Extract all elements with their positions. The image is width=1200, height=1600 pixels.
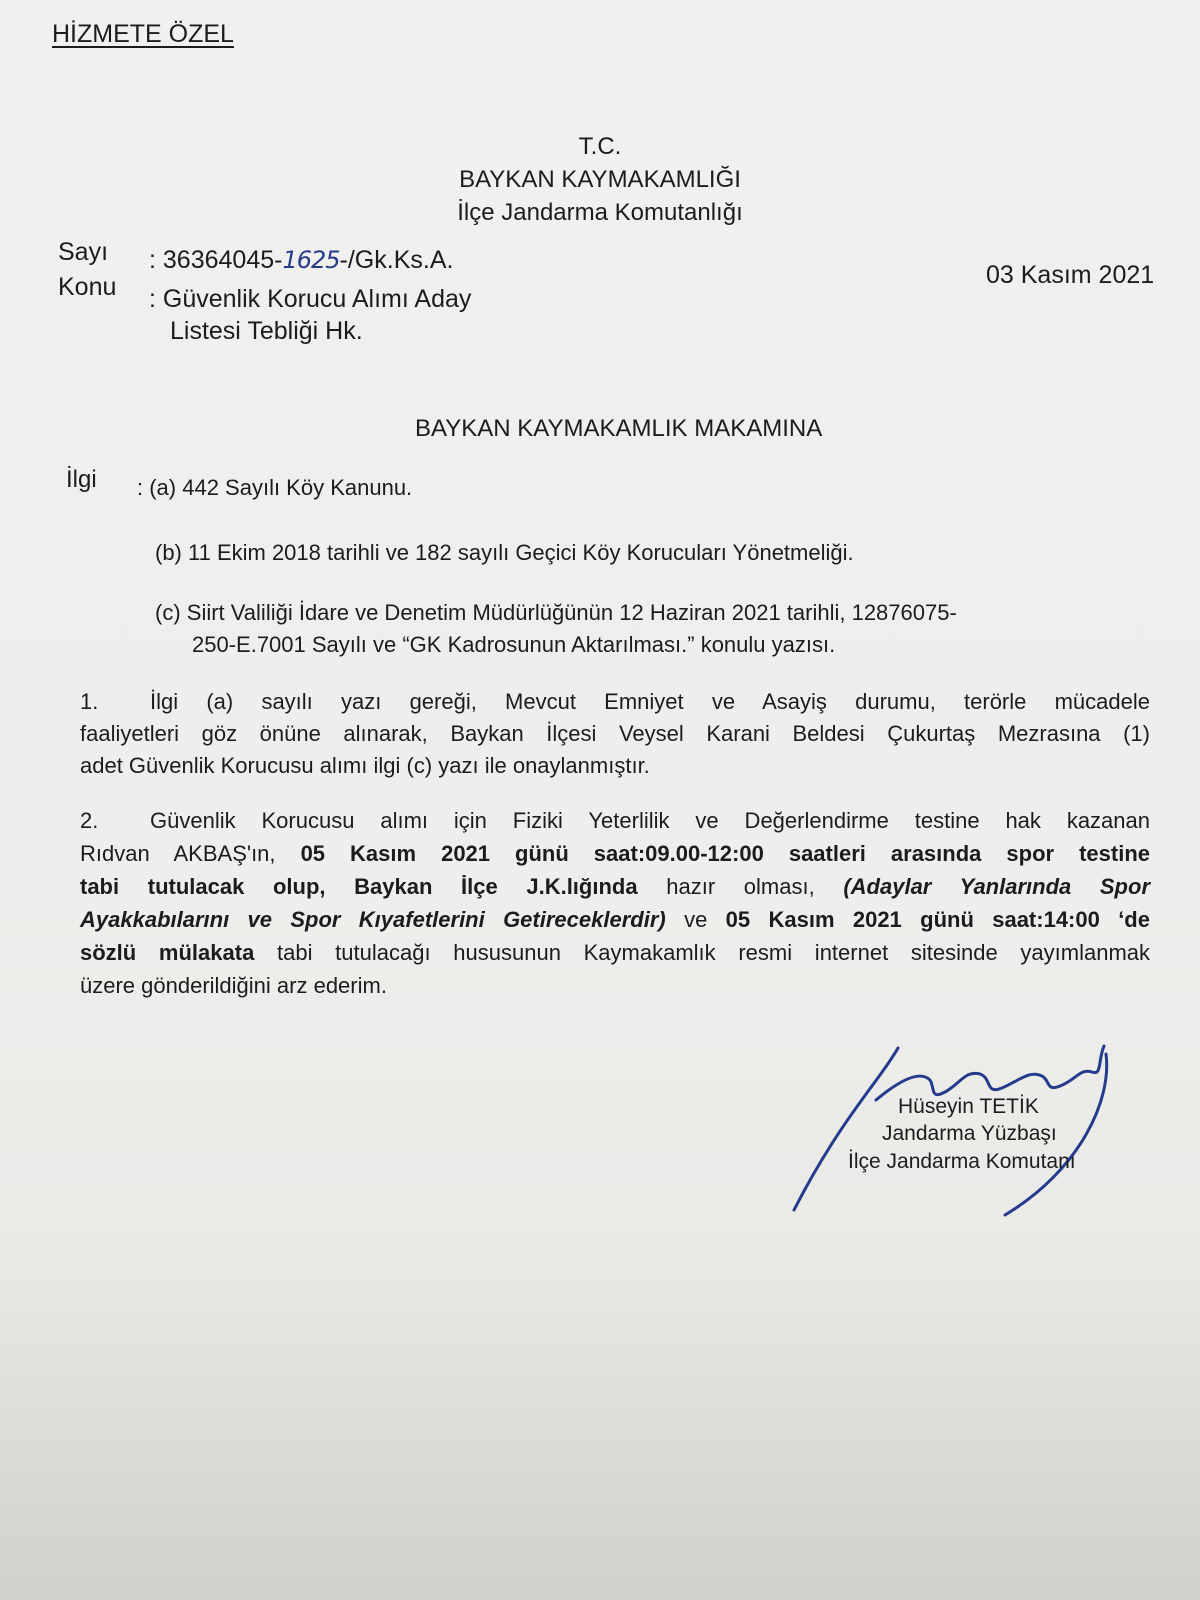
reference-c-line-2: 250-E.7001 Sayılı ve “GK Kadrosunun Aktarılması.” konulu yazısı. — [192, 632, 836, 657]
header-republic: T.C. — [578, 133, 622, 160]
document-date: 03 Kasım 2021 — [986, 261, 1155, 289]
paper-shadow — [0, 1220, 1200, 1600]
paragraph-2-number: 2. — [80, 808, 99, 833]
reference-number-prefix: : 36364045- — [149, 246, 283, 274]
header-office: BAYKAN KAYMAKAMLIĞI — [459, 166, 741, 193]
paragraph-1-line-1 — [80, 686, 1150, 718]
handwritten-number: 1625 — [282, 246, 340, 274]
paragraph-2-text-3: hazır olması, — [666, 874, 815, 899]
paragraph-1 — [80, 686, 1150, 782]
subject-line-2: Listesi Tebliği Hk. — [170, 317, 363, 345]
paragraph-2-text-5: tabi tutulacağı hususunun Kaymakamlık resmi internet sitesinde yayımlanmak — [277, 940, 1151, 965]
sport-test-location: tabi tutulacak olup, Baykan İlçe J.K.lığında — [80, 874, 638, 899]
subject-line-1: : Güvenlik Korucu Alımı Aday — [149, 285, 472, 313]
interview-label: sözlü mülakata — [80, 940, 255, 965]
signatory-unit: İlçe Jandarma Komutanı — [848, 1150, 1076, 1173]
header-department: İlçe Jandarma Komutanlığı — [457, 199, 743, 226]
reference-c-line-1: (c) Siirt Valiliği İdare ve Denetim Müdürlüğünün 12 Haziran 2021 tarihli, 12876075- — [155, 600, 957, 625]
addressee: BAYKAN KAYMAKAMLIK MAKAMINA — [415, 415, 823, 442]
sayi-label: Sayı — [58, 238, 109, 266]
references-label: İlgi — [66, 466, 97, 493]
reference-number — [149, 246, 453, 275]
reference-a: : (a) 442 Sayılı Köy Kanunu. — [137, 475, 413, 500]
konu-label: Konu — [58, 273, 117, 301]
paragraph-1-line-3: adet Güvenlik Korucusu alımı ilgi (c) yazı ile onaylanmıştır. — [80, 753, 650, 778]
reference-b: (b) 11 Ekim 2018 tarihli ve 182 sayılı Geçici Köy Korucuları Yönetmeliği. — [155, 540, 854, 565]
equipment-note-end: Ayakkabılarını ve Spor Kıyafetlerini Getireceklerdir) — [80, 907, 666, 932]
paragraph-2-line-4 — [80, 903, 1150, 936]
paragraph-2-line-3 — [80, 870, 1150, 903]
reference-number-suffix: -/Gk.Ks.A. — [339, 246, 454, 274]
signatory-name: Hüseyin TETİK — [898, 1095, 1039, 1118]
signatory-rank: Jandarma Yüzbaşı — [882, 1122, 1057, 1145]
paragraph-2-text-4: ve — [684, 907, 708, 932]
paragraph-2 — [80, 804, 1150, 1002]
paragraph-1-line-2: faaliyetleri göz önüne alınarak, Baykan İlçesi Veysel Karani Beldesi Çukurtaş Mezrasına (1) — [80, 721, 1150, 746]
equipment-note-start: (Adaylar Yanlarında Spor — [843, 874, 1150, 899]
paragraph-2-line-5 — [80, 936, 1150, 969]
paragraph-2-line-2 — [80, 837, 1150, 870]
candidate-name: Rıdvan AKBAŞ'ın, — [80, 841, 276, 866]
paragraph-1-number: 1. — [80, 689, 99, 714]
paragraph-2-line-6: üzere gönderildiğini arz ederim. — [80, 973, 387, 998]
sport-test-time: 05 Kasım 2021 günü saat:09.00-12:00 saatleri arasında spor testine — [300, 841, 1150, 866]
interview-time: 05 Kasım 2021 günü saat:14:00 ‘de — [725, 907, 1150, 932]
paragraph-2-text-1: Güvenlik Korucusu alımı için Fiziki Yeterlilik ve Değerlendirme testine hak kazanan — [150, 808, 1150, 833]
classification-label: HİZMETE ÖZEL — [52, 20, 234, 48]
paragraph-2-line-1 — [80, 804, 1150, 837]
paragraph-1-text-1: İlgi (a) sayılı yazı gereği, Mevcut Emniyet ve Asayiş durumu, terörle mücadele — [150, 689, 1150, 714]
